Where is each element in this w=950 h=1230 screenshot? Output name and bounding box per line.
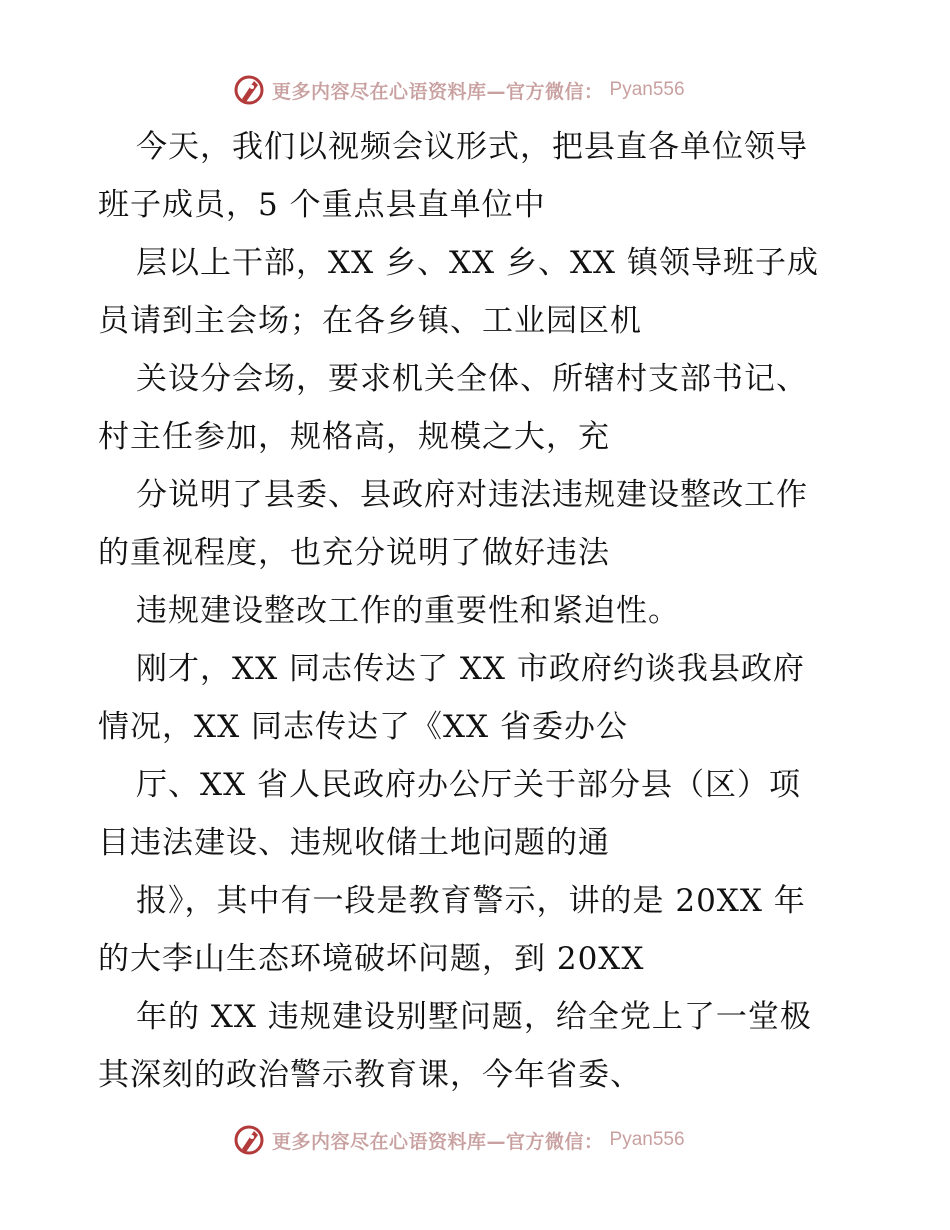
text-line: 报》，其中有一段是教育警示，讲的是 20XX 年 (136, 883, 806, 919)
text-line: 的大李山生态环境破坏问题，到 20XX (98, 941, 645, 977)
text-line: 村主任参加，规格高，规模之大，充 (98, 419, 610, 455)
watermark-text: 更多内容尽在心语资料库—官方微信： (272, 80, 604, 103)
text-line: 层以上干部，XX 乡、XX 乡、XX 镇领导班子成 (136, 245, 819, 281)
text-line: 违规建设整改工作的重要性和紧迫性。 (136, 593, 680, 629)
text-line: 班子成员，5 个重点县直单位中 (98, 187, 546, 223)
text-line: 刚才，XX 同志传达了 XX 市政府约谈我县政府 (136, 651, 805, 687)
text-line: 分说明了县委、县政府对违法违规建设整改工作 (136, 477, 808, 513)
text-line: 的重视程度，也充分说明了做好违法 (98, 535, 610, 571)
text-line: 目违法建设、违规收储土地问题的通 (98, 825, 610, 861)
text-line: 年的 XX 违规建设别墅问题，给全党上了一堂极 (136, 999, 812, 1035)
footer-watermark (232, 1122, 685, 1158)
document-body (98, 118, 858, 1104)
text-line: 情况，XX 同志传达了《XX 省委办公 (98, 709, 628, 745)
watermark-wechat-id: Pyan556 (609, 79, 685, 100)
text-line: 关设分会场，要求机关全体、所辖村支部书记、 (136, 361, 808, 397)
watermark-text: 更多内容尽在心语资料库—官方微信： (272, 1130, 604, 1153)
header-watermark (232, 72, 685, 108)
text-line: 员请到主会场；在各乡镇、工业园区机 (98, 303, 642, 339)
text-line: 其深刻的政治警示教育课，今年省委、 (98, 1057, 642, 1093)
pen-nib-circle-icon (232, 1123, 266, 1157)
pen-nib-circle-icon (232, 73, 266, 107)
text-line: 今天，我们以视频会议形式，把县直各单位领导 (136, 129, 808, 165)
watermark-wechat-id: Pyan556 (609, 1129, 685, 1150)
text-line: 厅、XX 省人民政府办公厅关于部分县（区）项 (136, 767, 801, 803)
